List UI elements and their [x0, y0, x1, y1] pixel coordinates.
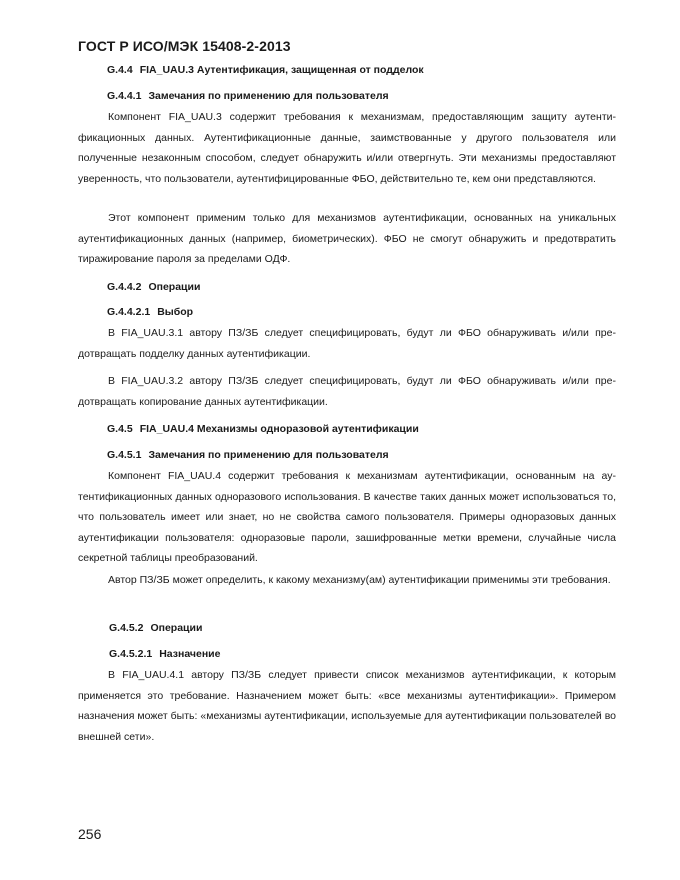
section-number: G.4.4.2.1	[107, 306, 151, 318]
paragraph: Автор ПЗ/ЗБ может определить, к какому механизму(ам) аутентификации применимы эти требования.	[108, 574, 611, 586]
paragraph: Компонент FIA_UAU.3 содержит требования к механизмам, предоставляющим защиту аутентификационных данных. Аутентификационные данные, заимствованные у другого пользователя или полученные незаконным способом, следует обнаружить и/или отвергнуть. Эти механизмы предоставляют уверенность, что пользователи, аутентифицированные ФБО, действительно те, кем они представляются.	[78, 111, 616, 185]
section-heading-g-4-4-2	[107, 281, 200, 293]
section-title: FIA_UAU.3 Аутентификация, защищенная от подделок	[139, 64, 424, 76]
section-title: FIA_UAU.4 Механизмы одноразовой аутентификации	[139, 423, 419, 435]
paragraph: В FIA_UAU.3.2 автору ПЗ/ЗБ следует специфицировать, будут ли ФБО обнаруживать и/или предотвращать копирование данных аутентификации.	[78, 375, 616, 408]
section-number: G.4.4.1	[107, 90, 142, 102]
paragraph: Этот компонент применим только для механизмов аутентификации, основанных на уникальных аутентификационных данных (например, биометрических). ФБО не смогут обнаружить и предотвратить тиражирование пароля за пределами ОДФ.	[78, 212, 616, 266]
paragraph: В FIA_UAU.3.1 автору ПЗ/ЗБ следует специфицировать, будут ли ФБО обнаруживать и/или предотвращать подделку данных аутентификации.	[78, 327, 616, 360]
section-title: Операции	[150, 622, 203, 634]
section-number: G.4.5.2	[109, 622, 144, 634]
section-heading-g-4-4-2-1	[107, 306, 193, 318]
section-title: Замечания по применению для пользователя	[148, 449, 389, 461]
page-number: 256	[78, 826, 102, 842]
paragraph: Компонент FIA_UAU.4 содержит требования к механизмам аутентификации, основанным на аутентификационных данных одноразового использования. В качестве таких данных может использоваться то, что пользователь имеет или знает, но не свойства самого пользователя. Примеры одноразовых данных аутентификации пользователя: одноразовые пароли, зашифрованные метки времени, случайные числа секретной таблицы преобразований.	[78, 470, 616, 565]
section-number: G.4.5.1	[107, 449, 142, 461]
section-heading-g-4-5-2-1	[109, 648, 220, 660]
section-title: Операции	[148, 281, 201, 293]
document-header: ГОСТ Р ИСО/МЭК 15408-2-2013	[78, 38, 291, 54]
section-heading-g-4-5-2	[109, 622, 202, 634]
section-heading-g-4-4-1	[107, 90, 389, 102]
section-number: G.4.4.2	[107, 281, 142, 293]
section-heading-g-4-5	[107, 423, 419, 435]
section-title: Назначение	[159, 648, 221, 660]
section-number: G.4.5	[107, 423, 133, 435]
section-heading-g-4-4	[107, 64, 424, 76]
section-title: Замечания по применению для пользователя	[148, 90, 389, 102]
section-title: Выбор	[157, 306, 194, 318]
section-number: G.4.5.2.1	[109, 648, 153, 660]
section-heading-g-4-5-1	[107, 449, 389, 461]
paragraph: В FIA_UAU.4.1 автору ПЗ/ЗБ следует привести список механизмов аутентификации, к которым применяется это требование. Назначением может быть: «все механизмы аутентификации». Примером назначения может быть: «механизмы аутентификации, используемые для аутентификации пользователей во внешней сети».	[78, 669, 616, 743]
section-number: G.4.4	[107, 64, 133, 76]
